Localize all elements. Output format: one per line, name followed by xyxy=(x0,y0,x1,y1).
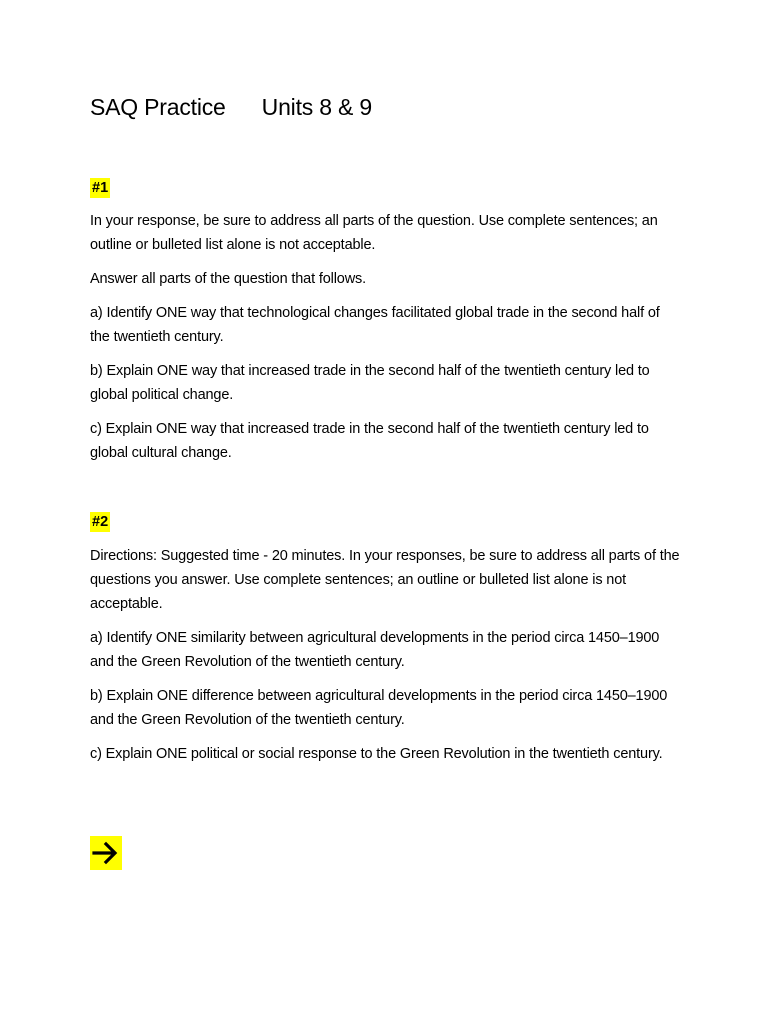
title-text: SAQ Practice xyxy=(90,94,226,120)
section-1-instruction: Answer all parts of the question that follows. xyxy=(90,271,366,287)
arrow-right-glyph xyxy=(92,841,120,865)
arrow-right-icon[interactable] xyxy=(90,836,122,870)
document-page xyxy=(90,0,690,1024)
section-1-heading: #1 xyxy=(92,180,109,196)
section-1-part-c: c) Explain ONE way that increased trade in the second half of the twentieth century led to global cultural change. xyxy=(90,421,649,461)
section-1-intro: In your response, be sure to address all parts of the question. Use complete sentences; an outline or bulleted list alone is not acceptable. xyxy=(90,213,658,253)
section-2-part-b: b) Explain ONE difference between agricultural developments in the period circa 1450–1900 and the Green Revolution of the twentieth century. xyxy=(90,688,668,728)
section-1-part-a: a) Identify ONE way that technological changes facilitated global trade in the second half of the twentieth century. xyxy=(90,305,660,345)
page-title xyxy=(90,94,372,121)
section-2-heading: #2 xyxy=(92,514,109,530)
section-2-directions: Directions: Suggested time - 20 minutes. In your responses, be sure to address all parts of the questions you answer. Use complete sentences; an outline or bulleted list alone is not acceptable. xyxy=(90,548,680,612)
title-units: Units 8 & 9 xyxy=(261,94,372,120)
section-1-part-b: b) Explain ONE way that increased trade in the second half of the twentieth century led to global political change. xyxy=(90,363,650,403)
section-2-part-c: c) Explain ONE political or social response to the Green Revolution in the twentieth century. xyxy=(90,746,663,762)
section-2-part-a: a) Identify ONE similarity between agricultural developments in the period circa 1450–1900 and the Green Revolution of the twentieth century. xyxy=(90,630,660,670)
